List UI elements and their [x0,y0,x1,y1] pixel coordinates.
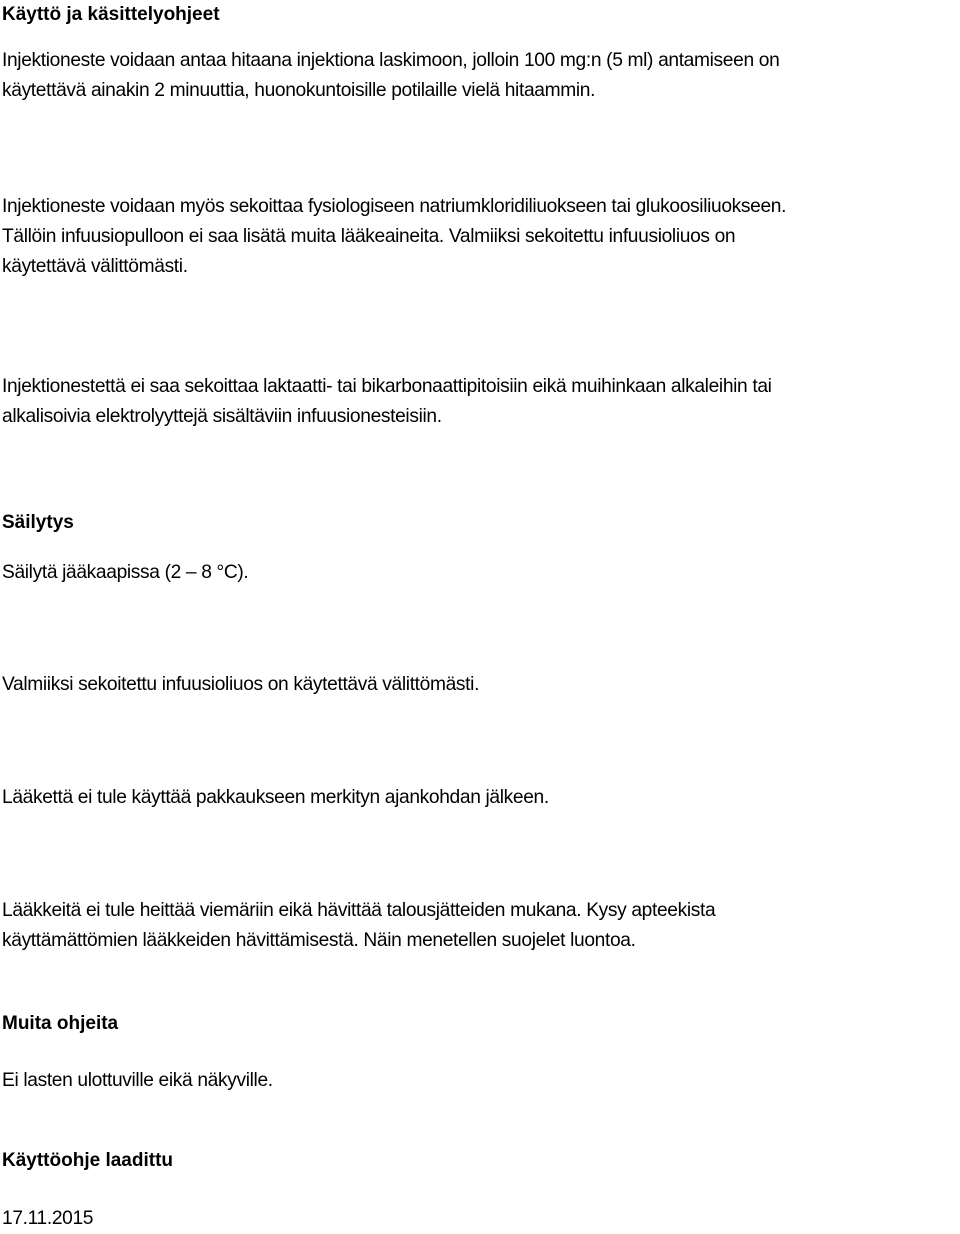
paragraph-line: Lääkettä ei tule käyttää pakkaukseen merkityn ajankohdan jälkeen. [2,787,549,808]
paragraph-infusion-mixing [2,192,786,282]
paragraph-line: Injektionestettä ei saa sekoittaa laktaatti- tai bikarbonaattipitoisiin eikä muihinkaan alkaleihin tai [2,376,772,397]
paragraph-storage-temperature [2,558,248,588]
paragraph-keep-away-from-children [2,1066,273,1096]
paragraph-line: Säilytä jääkaapissa (2 – 8 °C). [2,562,249,583]
paragraph-incompatibility [2,372,772,432]
section-heading-revised: Käyttöohje laadittu [2,1150,174,1171]
paragraph-line: alkalisoivia elektrolyyttejä sisältäviin infuusionesteisiin. [2,406,442,427]
paragraph-line: Valmiiksi sekoitettu infuusioliuos on käytettävä välittömästi. [2,674,480,695]
section-heading-other: Muita ohjeita [2,1013,119,1034]
section-heading-handling: Käyttö ja käsittelyohjeet [2,4,220,25]
paragraph-expiry [2,783,549,813]
paragraph-line: Ei lasten ulottuville eikä näkyville. [2,1070,273,1091]
paragraph-line: Lääkkeitä ei tule heittää viemäriin eikä hävittää talousjätteiden mukana. Kysy apteekista [2,900,716,921]
paragraph-disposal [2,896,715,956]
paragraph-line: Tällöin infuusiopulloon ei saa lisätä muita lääkeaineita. Valmiiksi sekoitettu infuusioliuos on [2,226,736,247]
paragraph-line: Injektioneste voidaan antaa hitaana injektiona laskimoon, jolloin 100 mg:n (5 ml) antamiseen on [2,50,780,71]
revision-date [2,1204,93,1234]
paragraph-line: käyttämättömien lääkkeiden hävittämisestä. Näin menetellen suojelet luontoa. [2,930,636,951]
paragraph-line: Injektioneste voidaan myös sekoittaa fysiologiseen natriumkloridiliuokseen tai glukoosiliuokseen. [2,196,787,217]
section-heading-storage: Säilytys [2,512,74,533]
paragraph-line: 17.11.2015 [2,1208,94,1229]
paragraph-iv-injection [2,46,779,106]
paragraph-line: käytettävä välittömästi. [2,256,188,277]
paragraph-use-immediately [2,670,479,700]
paragraph-line: käytettävä ainakin 2 minuuttia, huonokuntoisille potilaille vielä hitaammin. [2,80,596,101]
